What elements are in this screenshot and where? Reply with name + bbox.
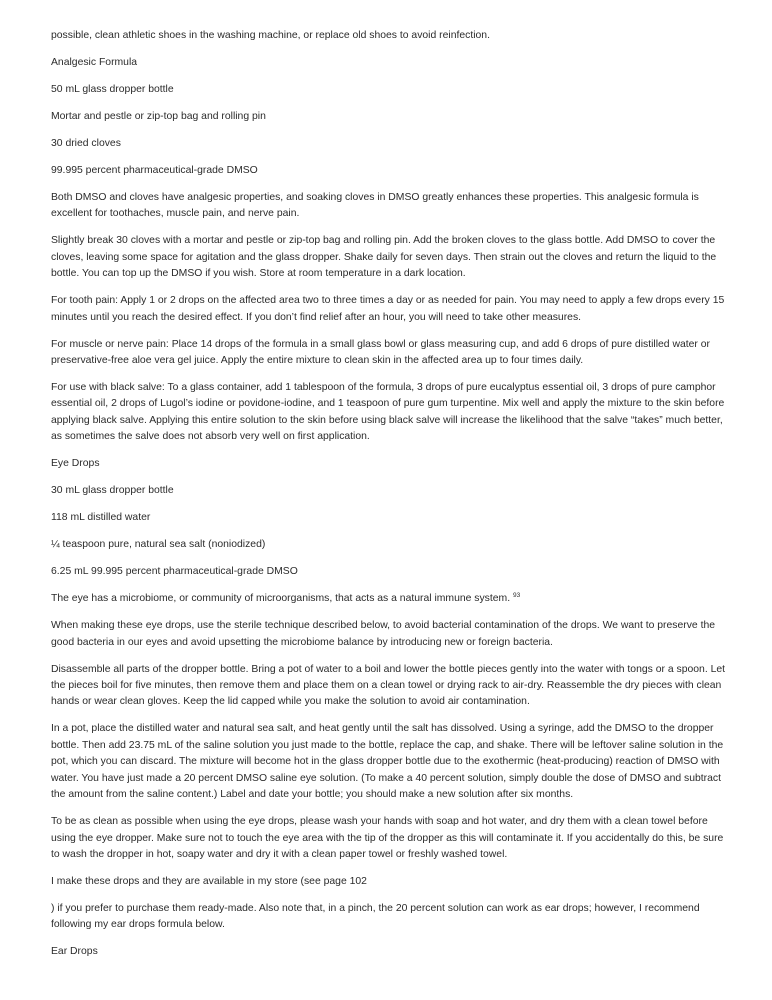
footnote-reference: 93 (512, 592, 521, 600)
paragraph-muscle-nerve-pain: For muscle or nerve pain: Place 14 drops of the formula in a small glass bowl or glass measuring cup, and add 6 drops of pure distilled water or preservative-free aloe vera gel juice. Apply the entire mixture to clean skin in the affected area up to four times daily. (51, 338, 710, 367)
heading-ear-drops: Ear Drops (51, 946, 98, 958)
paragraph-tooth-pain: For tooth pain: Apply 1 or 2 drops on the affected area two to three times a day or as needed for pain. You may need to apply a few drops every 15 minutes until you reach the desired effect. If you don’t find relief after an hour, you will need to take other measures. (51, 295, 725, 323)
paragraph-eye-drops-usage: To be as clean as possible when using the eye drops, please wash your hands with soap and hot water, and dry them with a clean towel before using the eye dropper. Make sure not to touch the eye area with the tip of the dropper as this will contaminate it. If you accidentally do this, be sure to wash the dropper in hot, soapy water and dry it with a clean paper towel or freshly washed towel. (51, 816, 724, 860)
paragraph-sterile-technique: When making these eye drops, use the sterile technique described below, to avoid bacterial contamination of the drops. We want to preserve the good bacteria in our eyes and avoid upsetting the microbiome balance by introducing new or foreign bacteria. (51, 620, 716, 648)
paragraph-disassemble: Disassemble all parts of the dropper bottle. Bring a pot of water to a boil and lower the bottle pieces gently into the water with tongs or a spoon. Let the pieces boil for five minutes, then remove them and place them on a clean towel or drying rack to air-dry. Reassemble the dry pieces with clean hands or wear clean gloves. Keep the lid capped while you make the solution to avoid air contamination. (51, 663, 726, 708)
document-page (51, 28, 726, 971)
paragraph-eye-drops-preparation: In a pot, place the distilled water and natural sea salt, and heat gently until the salt has dissolved. Using a syringe, add the DMSO to the dropper bottle. Then add 23.75 mL of the saline solution you just made to the bottle, replace the cap, and shake. There will be leftover saline solution in the pot, which you can discard. The mixture will become hot in the glass dropper bottle due to the exothermic (heat-producing) reaction of DMSO with water. You have just made a 20 percent DMSO saline eye solution. (To make a 40 percent solution, simply double the dose of DMSO and subtract the amount from the saline content.) Label and date your bottle; you should make a new solution after six months. (51, 723, 724, 801)
ingredient-item: 30 dried cloves (51, 138, 121, 149)
paragraph-analgesic-preparation: Slightly break 30 cloves with a mortar and pestle or zip-top bag and rolling pin. Add the broken cloves to the glass bottle. Add DMSO to cover the cloves, leaving some space for agitation and the glass dropper. Shake daily for seven days. Then strain out the cloves and return the liquid to the bottle. You can top up the DMSO if you wish. Store at room temperature in a dark location. (51, 235, 717, 280)
ingredient-item: 30 mL glass dropper bottle (51, 485, 174, 497)
ingredient-item: 50 mL glass dropper bottle (51, 84, 174, 95)
paragraph-analgesic-intro: Both DMSO and cloves have analgesic properties, and soaking cloves in DMSO greatly enhances these properties. This analgesic formula is excellent for toothaches, muscle pain, and nerve pain. (51, 192, 699, 220)
paragraph-store-reference: I make these drops and they are available in my store (see page 102 (51, 875, 367, 887)
ingredient-item: Mortar and pestle or zip-top bag and rolling pin (51, 111, 266, 122)
ingredient-item: ¼ teaspoon pure, natural sea salt (noniodized) (51, 539, 266, 551)
microbiome-text: The eye has a microbiome, or community of microorganisms, that acts as a natural immune system. (51, 593, 511, 605)
ingredient-item: 99.995 percent pharmaceutical-grade DMSO (51, 165, 258, 176)
paragraph-continuation: possible, clean athletic shoes in the washing machine, or replace old shoes to avoid reinfection. (51, 30, 490, 41)
paragraph-microbiome (51, 591, 726, 607)
heading-analgesic-formula: Analgesic Formula (51, 57, 138, 68)
paragraph-black-salve: For use with black salve: To a glass container, add 1 tablespoon of the formula, 3 drops of pure eucalyptus essential oil, 3 drops of pure camphor essential oil, 2 drops of Lugol’s iodine or povidone-iodine, and 1 teaspoon of pure gum turpentine. Mix well and apply the mixture to the skin before applying black salve. Applying this entire solution to the skin before using black salve will increase the likelihood that the salve “takes” much better, as sometimes the salve does not absorb very well on first application. (51, 382, 725, 443)
ingredient-item: 118 mL distilled water (51, 512, 151, 524)
heading-eye-drops: Eye Drops (51, 458, 100, 470)
ingredient-item: 6.25 mL 99.995 percent pharmaceutical-grade DMSO (51, 566, 298, 578)
paragraph-ready-made-note: ) if you prefer to purchase them ready-made. Also note that, in a pinch, the 20 percent solution can work as ear drops; however, I recommend following my ear drops formula below. (51, 902, 700, 931)
